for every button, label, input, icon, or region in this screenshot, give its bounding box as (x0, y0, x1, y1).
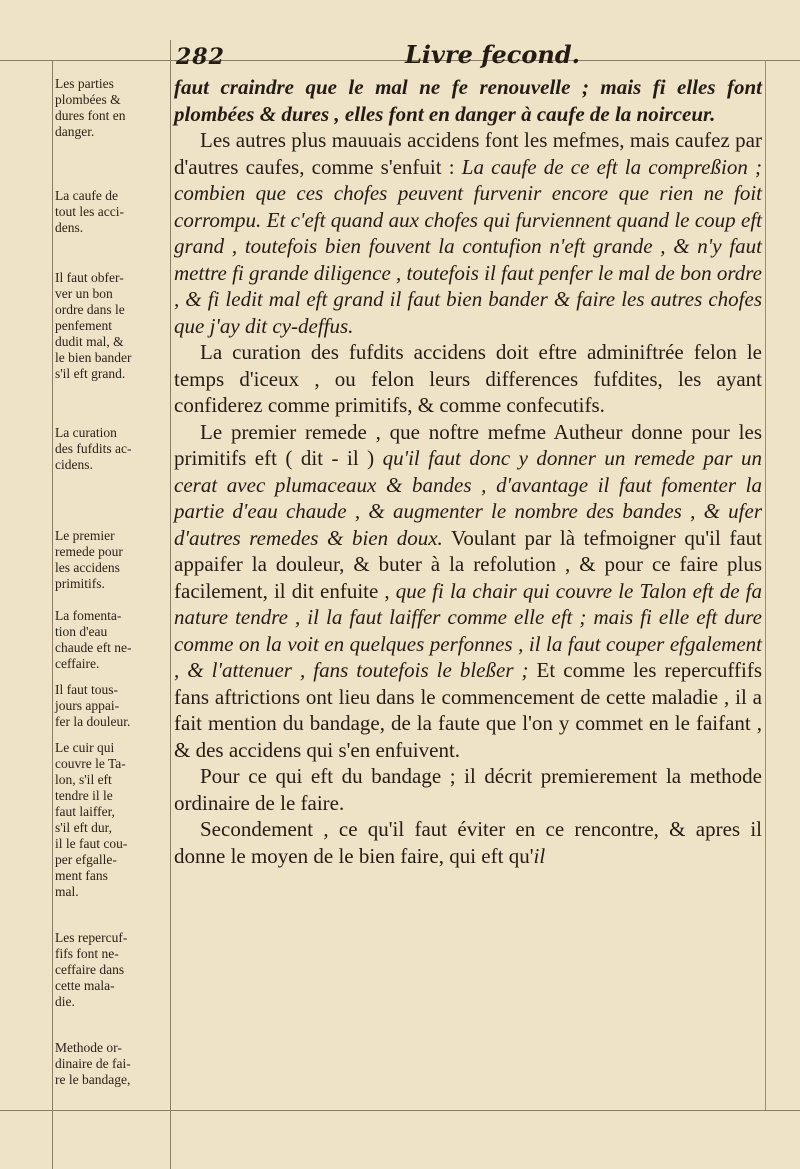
margin-note-douleur: Il faut tous- jours appai- fer la douleur. (55, 682, 131, 729)
paragraph-5 (174, 763, 762, 816)
margin-note-curation: La curation des fufdits ac- cidens. (55, 425, 132, 472)
margin-left-rule (52, 60, 53, 1169)
paragraph-4-roman-b: Voulant par là tefmoigner qu'il faut appaifer la douleur, & buter à la refolution , & pour ce faire plus facilement, il dit enfuite , (174, 525, 763, 603)
paragraph-4-roman-a: Le premier remede , que noftre mefme Autheur donne pour les primitifs eft ( dit - il ) (174, 419, 762, 470)
running-title: Livre fecond. (405, 40, 581, 69)
paragraph-4-italic-b: que fi la chair qui couvre le Talon eft de fa nature tendre , il la faut laiffer comme elle eft ; mais fi elle eft dure comme on la voit en quelques perfonnes , il la faut couper efgalement , & l'attenuer , fans toutefois le bleßer ; (174, 578, 762, 682)
paragraph-2-roman: Les autres plus mauuais accidens font les mefmes, mais caufez par d'autres caufes, comme s'enfuit : (174, 128, 762, 179)
main-text (174, 74, 762, 869)
paragraph-4-roman-c: Et comme les repercuffifs fans aftrictions ont lieu dans le commencement de cette maladie , il a fait mention du bandage, de la faute que l'on y commet en le faifant , & des accidens qui s'en enfuivent. (174, 658, 763, 762)
footer-rule (0, 1110, 800, 1111)
paragraph-6-roman: Secondement , ce qu'il faut éviter en ce rencontre, & apres il donne le moyen de le bien faire, qui eft qu' (174, 817, 762, 868)
margin-column-rule (170, 40, 171, 1169)
text-right-rule (765, 60, 766, 1110)
paragraph-1-text: faut craindre que le mal ne fe renouvelle ; mais fi elles font plombées & dures , elles font en danger à caufe de la noirceur. (174, 75, 762, 126)
paragraph-3 (174, 339, 762, 419)
paragraph-2-italic: La caufe de ce eft la compreßion ; combien que ces chofes peuvent furvenir encore que rien ne foit corrompu. Et c'eft quand aux chofes qui furviennent quand le coup eft grand , toutefois bien fouvent la contufion n'eft grande , & n'y faut mettre fi grande diligence , toutefois il faut penfer le mal de bon ordre , & fi ledit mal eft grand il faut bien bander & faire les autres chofes que j'ay dit cy-deffus. (174, 154, 762, 338)
margin-note-cause-accidens: La caufe de tout les acci- dens. (55, 188, 124, 235)
header-rule (0, 60, 800, 61)
margin-note-fomentation: La fomenta- tion d'eau chaude eft ne- ceffaire. (55, 608, 132, 671)
margin-note-methode-bandage: Methode or- dinaire de fai- re le bandage, (55, 1040, 131, 1087)
page-number: 282 (176, 44, 225, 70)
margin-note-bon-ordre: Il faut obfer- ver un bon ordre dans le penfement dudit mal, & le bien bander s'il eft grand. (55, 270, 132, 381)
margin-note-parties-plombees: Les parties plombées & dures font en danger. (55, 76, 126, 139)
paragraph-3-text: La curation des fufdits accidens doit eftre adminiftrée felon le temps d'iceux , ou felon leurs differences fufdites, les ayant confiderez comme primitifs, & comme confecutifs. (174, 340, 762, 417)
margin-note-repercussifs: Les repercuf- fifs font ne- ceffaire dans cette mala- die. (55, 930, 128, 1009)
paragraph-6-italic: il (533, 843, 546, 868)
margin-note-cuir-talon: Le cuir qui couvre le Ta- lon, s'il eft tendre il le faut laiffer, s'il eft dur, il le faut cou- per efgalle- ment fans mal. (55, 740, 128, 899)
paragraph-4 (174, 419, 762, 764)
paragraph-6 (174, 816, 762, 869)
paragraph-5-text: Pour ce qui eft du bandage ; il décrit premierement la methode ordinaire de le faire. (174, 764, 762, 815)
paragraph-2 (174, 127, 762, 339)
paragraph-4-italic-a: qu'il faut donc y donner un remede par un cerat avec plumaceaux & bandes , d'avantage il faut fomenter la partie d'eau chaude , & augmenter le nombre des bandes , & ufer d'autres remedes & bien doux. (174, 446, 762, 550)
paragraph-1 (174, 74, 762, 127)
margin-note-premier-remede: Le premier remede pour les accidens primitifs. (55, 528, 123, 591)
